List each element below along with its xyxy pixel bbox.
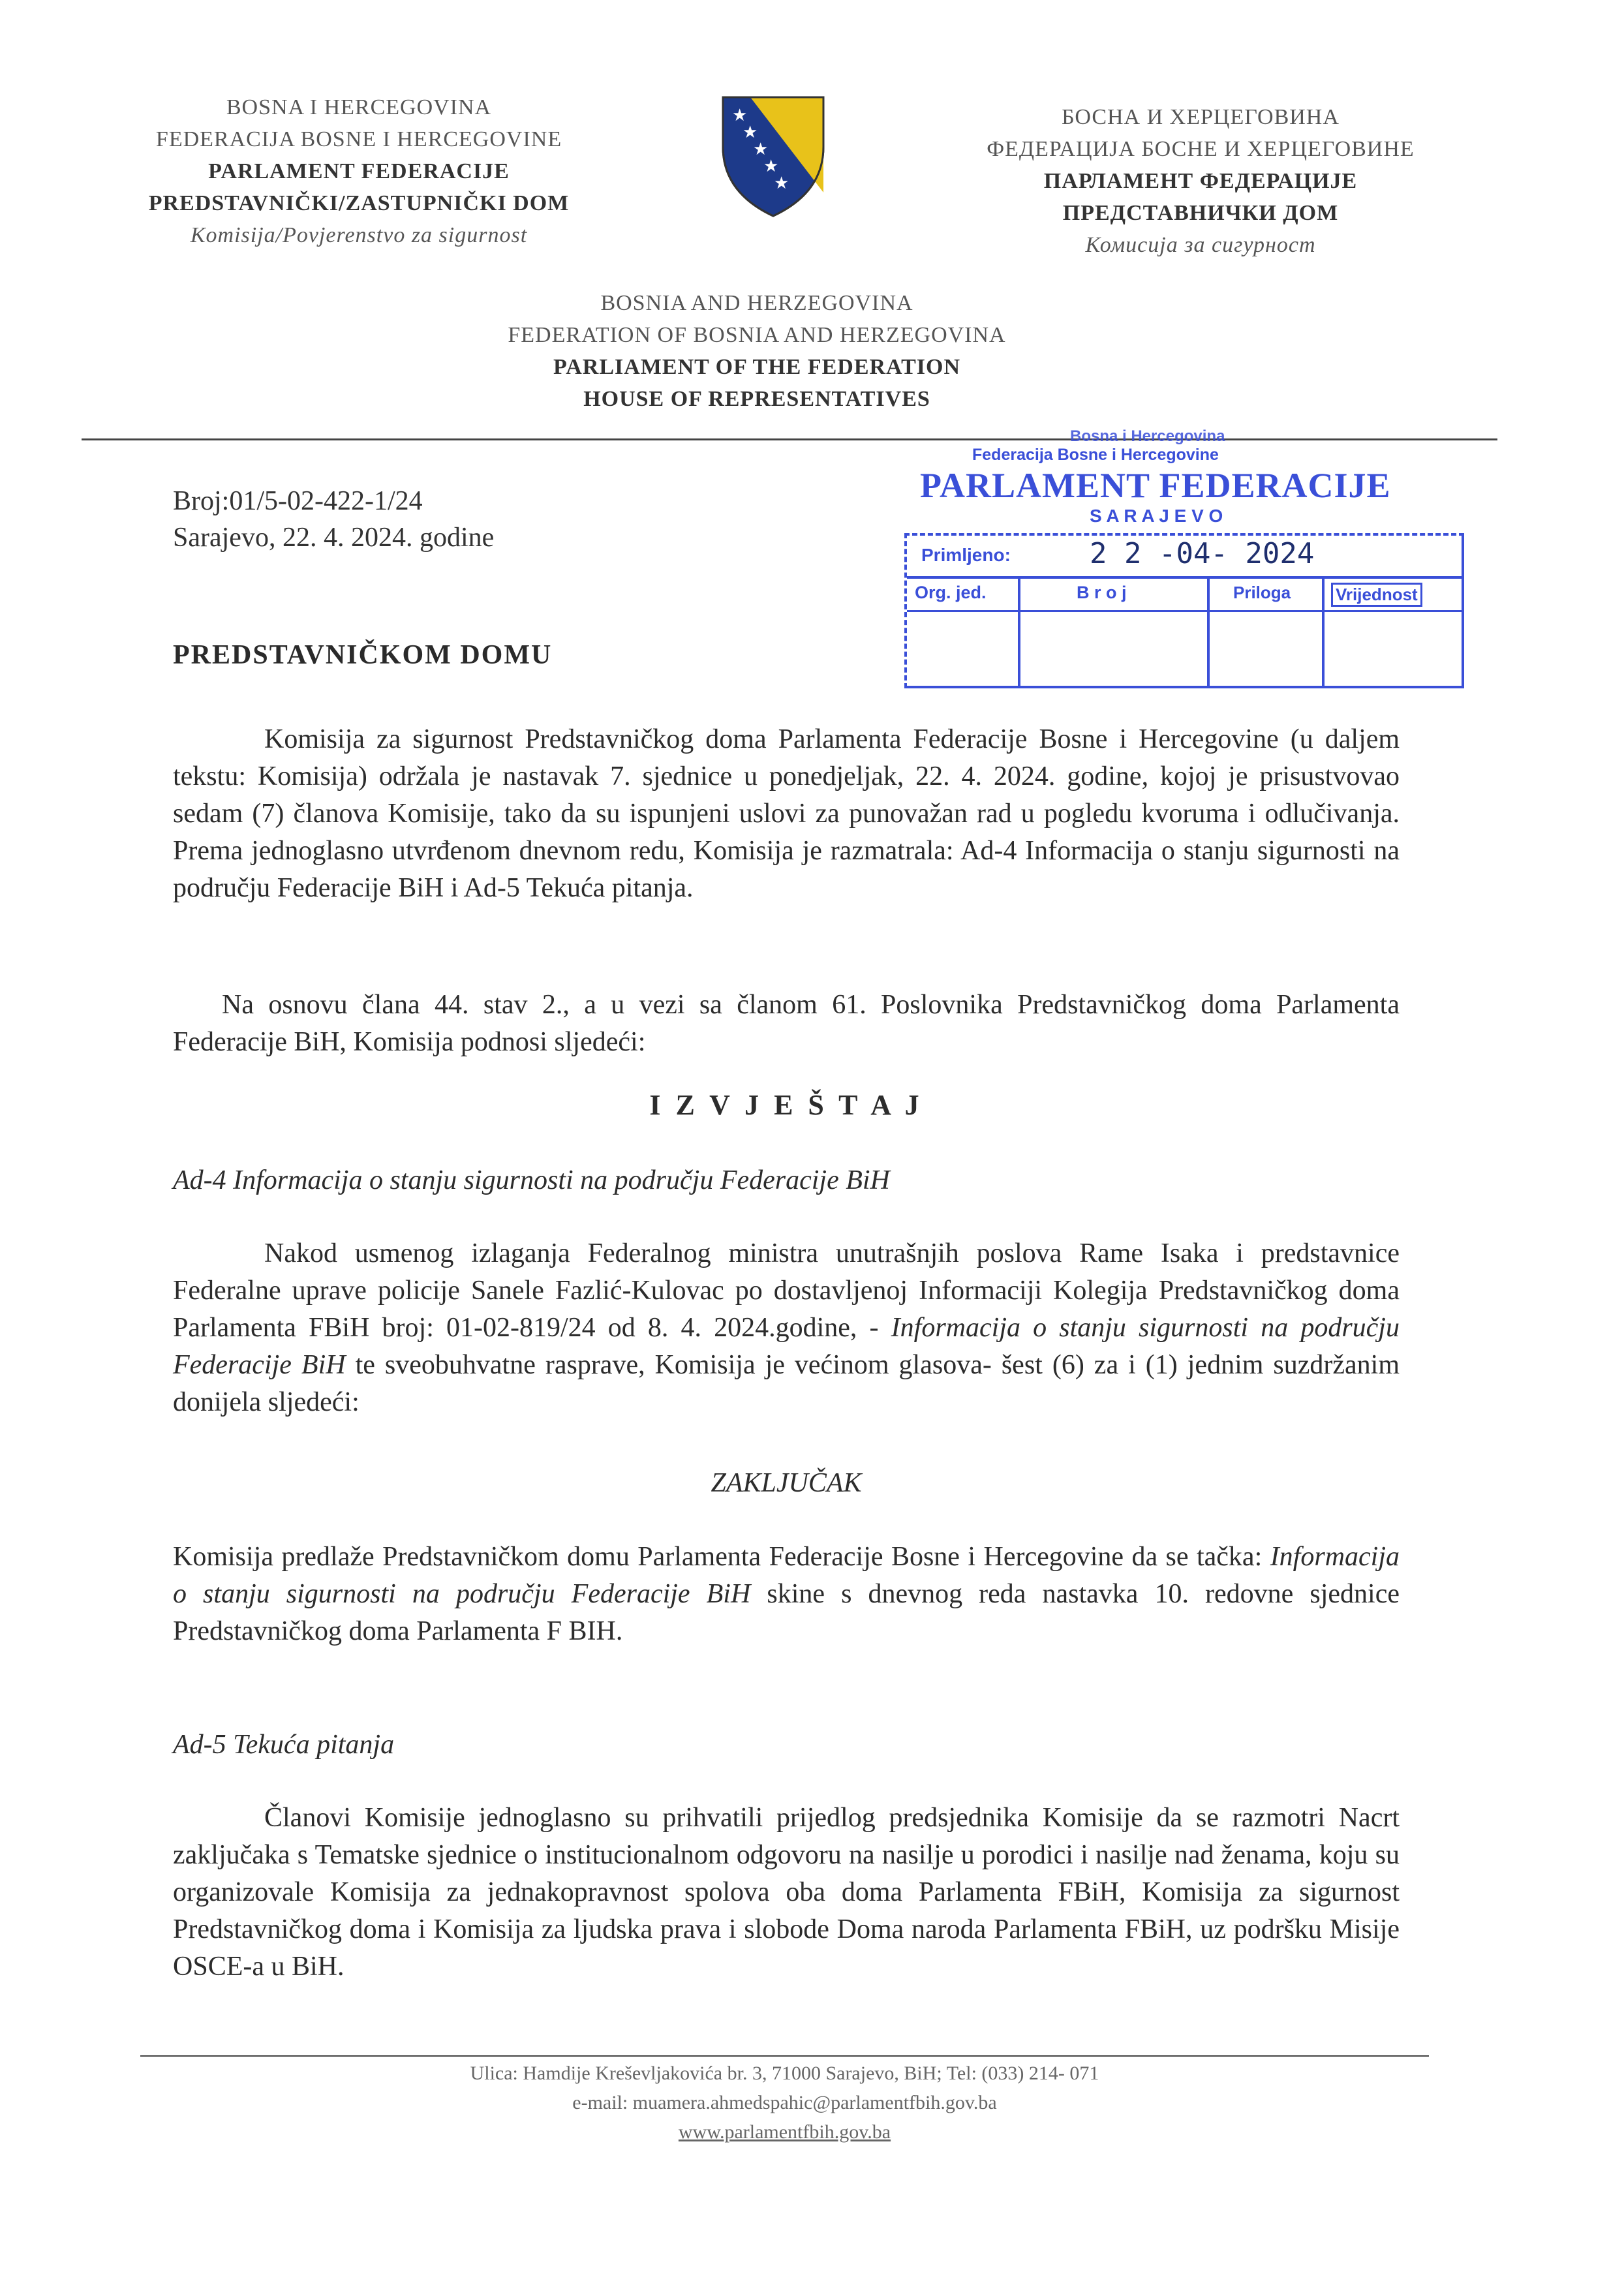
- conclusion-title: ZAKLJUČAK: [711, 1468, 862, 1498]
- document-number: Broj:01/5-02-422-1/24: [173, 486, 423, 516]
- coat-of-arms-icon: [718, 95, 829, 219]
- stamp-divider-3: [1322, 576, 1325, 686]
- conclusion-text-part2: skine s dnevnog reda nastavka 10. redovne sjednice Predstavničkog doma Parlamenta F BIH.: [173, 1579, 1400, 1646]
- stamp-col-broj: B r o j: [1077, 583, 1127, 602]
- stamp-title: PARLAMENT FEDERACIJE: [920, 466, 1391, 505]
- header-left-house: PREDSTAVNIČKI/ZASTUPNIČKI DOM: [148, 191, 570, 215]
- header-right-country: БОСНА И ХЕРЦЕГОВИНА: [1062, 105, 1340, 129]
- header-center: [378, 287, 1135, 415]
- footer-email[interactable]: e-mail: muamera.ahmedspahic@parlamentfbih.gov.ba: [572, 2092, 997, 2113]
- report-title: I Z V J E Š T A J: [649, 1089, 923, 1121]
- ad5-paragraph: Članovi Komisije jednoglasno su prihvatili prijedlog predsjednika Komisije da se razmotri Nacrt zaključaka s Tematske sjednice o institucionalnom odgovoru na nasilje u porodici i nasilje nad ženama, koju su organizovale Komisija za jednakopravnost spolova oba doma Parlamenta FBiH, Komisija za sigurnost Predstavničkog doma i Komisija za ljudska prava i slobode Doma naroda Parlamenta FBiH, uz podršku Misije OSCE-a u BiH.: [173, 1803, 1400, 1982]
- svg-text:★: ★: [763, 157, 779, 176]
- header-center-parliament: PARLIAMENT OF THE FEDERATION: [553, 355, 960, 379]
- header-left-federation: FEDERACIJA BOSNE I HERCEGOVINE: [155, 127, 562, 151]
- stamp-divider-1: [1018, 576, 1020, 686]
- stamp-line-country: Bosna i Hercegovina: [1070, 427, 1225, 445]
- stamp-col-org: Org. jed.: [915, 583, 987, 602]
- footer: [140, 2059, 1429, 2147]
- header-center-house: HOUSE OF REPRESENTATIVES: [583, 387, 930, 411]
- svg-text:★: ★: [753, 140, 769, 159]
- stamp-city: S A R A J E V O: [1090, 506, 1223, 526]
- conclusion-text-italic: Informacija o stanju sigurnosti na području Federacije BiH: [173, 1542, 1400, 1609]
- basis-paragraph: [173, 987, 1400, 1061]
- basis-text: Na osnovu člana 44. stav 2., a u vezi sa članom 61. Poslovnika Predstavničkog doma Parlamenta Federacije BiH, Komisija podnosi sljedeći:: [173, 990, 1400, 1057]
- ad5-heading: Ad-5 Tekuća pitanja: [173, 1730, 395, 1760]
- header-left-country: BOSNA I HERCEGOVINA: [226, 95, 492, 119]
- stamp-col-priloga: Priloga: [1233, 583, 1291, 602]
- header-right-parliament: ПАРЛАМЕНТ ФЕДЕРАЦИЈЕ: [1043, 169, 1358, 193]
- stamp-received-row: [907, 536, 1462, 579]
- header-right-house: ПРЕДСТАВНИЧКИ ДОМ: [1062, 201, 1339, 225]
- header-left-commission: Komisija/Povjerenstvo za sigurnost: [190, 223, 528, 247]
- addressee: PREDSTAVNIČKOM DOMU: [173, 640, 553, 670]
- intro-paragraph: Komisija za sigurnost Predstavničkog doma Parlamenta Federacije Bosne i Hercegovine (u daljem tekstu: Komisija) održala je nastavak 7. sjednice u ponedjeljak, 22. 4. 2024. godine, kojoj je prisustvovao sedam (7) članova Komisije, tako da su ispunjeni uslovi za punovažan rad u pogledu kvoruma i odlučivanja. Prema jednoglasno utvrđenom dnevnom redu, Komisija je razmatrala: Ad-4 Informacija o stanju sigurnosti na području Federacije BiH i Ad-5 Tekuća pitanja.: [173, 724, 1400, 903]
- stamp-columns: [907, 576, 1462, 612]
- received-stamp: [900, 427, 1462, 688]
- stamp-col-vrijednost: Vrijednost: [1331, 583, 1422, 607]
- header-center-country: BOSNIA AND HERZEGOVINA: [600, 291, 913, 315]
- header-center-federation: FEDERATION OF BOSNIA AND HERZEGOVINA: [508, 323, 1006, 347]
- header-left: [78, 91, 639, 251]
- footer-website-link[interactable]: www.parlamentfbih.gov.ba: [678, 2121, 891, 2143]
- ad4-text-part2: te sveobuhvatne rasprave, Komisija je većinom glasova- šest (6) za i (1) jednim suzdržanim donijela sljedeći:: [173, 1350, 1400, 1417]
- footer-address: Ulica: Hamdije Kreševljakovića br. 3, 71000 Sarajevo, BiH; Tel: (033) 214- 071: [470, 2063, 1099, 2084]
- ad4-paragraph: [173, 1235, 1400, 1421]
- stamp-box: [904, 533, 1464, 688]
- header-right: [913, 101, 1488, 261]
- header-right-federation: ФЕДЕРАЦИЈА БОСНЕ И ХЕРЦЕГОВИНЕ: [987, 137, 1415, 161]
- svg-text:★: ★: [743, 123, 758, 142]
- svg-text:★: ★: [732, 106, 748, 125]
- document-place-date: Sarajevo, 22. 4. 2024. godine: [173, 523, 495, 553]
- footer-divider: [140, 2055, 1429, 2057]
- ad4-heading: Ad-4 Informacija o stanju sigurnosti na području Federacije BiH: [173, 1165, 890, 1195]
- ad4-text-italic: Informacija o stanju sigurnosti na području Federacije BiH: [173, 1313, 1400, 1380]
- header-left-parliament: PARLAMENT FEDERACIJE: [208, 159, 510, 183]
- header-right-commission: Комисија за сигурност: [1085, 233, 1316, 257]
- stamp-received-date: 2 2 -04- 2024: [1090, 537, 1315, 570]
- document-meta: [173, 483, 760, 556]
- stamp-divider-2: [1207, 576, 1210, 686]
- svg-text:★: ★: [774, 174, 789, 193]
- stamp-received-label: Primljeno:: [921, 545, 1011, 565]
- ad4-text-part1: Nakod usmenog izlaganja Federalnog ministra unutrašnjih poslova Rame Isaka i predstavnice Federalne uprave policije Sanele Fazlić-Kulovac po dostavljenoj Informaciji Kolegija Predstavničkog doma Parlamenta FBiH broj: 01-02-819/24 od 8. 4. 2024.godine, -: [173, 1238, 1400, 1343]
- conclusion-text-part1: Komisija predlaže Predstavničkom domu Parlamenta Federacije Bosne i Hercegovine da se tačka:: [173, 1542, 1270, 1572]
- stamp-line-federation: Federacija Bosne i Hercegovine: [972, 446, 1219, 464]
- conclusion-paragraph: [173, 1539, 1400, 1650]
